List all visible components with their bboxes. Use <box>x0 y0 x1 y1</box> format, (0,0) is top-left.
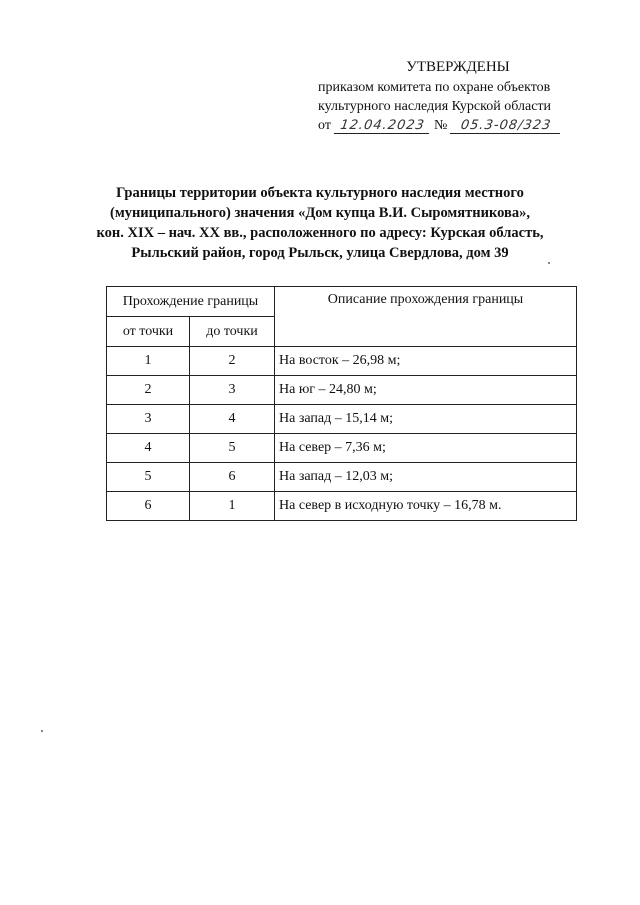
title-line-3: кон. XIX – нач. XX вв., расположенного по адресу: Курская область, <box>96 225 544 241</box>
table-row <box>107 347 577 376</box>
header-from-point: от точки <box>107 317 190 347</box>
cell-description: На восток – 26,98 м; <box>275 347 577 376</box>
approval-heading: УТВЕРЖДЕНЫ <box>406 59 510 75</box>
cell-to: 3 <box>190 376 275 405</box>
table-row <box>107 463 577 492</box>
approval-block <box>318 58 588 135</box>
cell-description: На юг – 24,80 м; <box>275 376 577 405</box>
cell-to: 5 <box>190 434 275 463</box>
scan-speck <box>548 262 550 264</box>
handwritten-date: 12.04.2023 <box>334 118 431 134</box>
approval-line-2: культурного наследия Курской области <box>318 99 552 114</box>
cell-to: 2 <box>190 347 275 376</box>
cell-description: На север – 7,36 м; <box>275 434 577 463</box>
scan-speck <box>41 730 43 732</box>
cell-from: 2 <box>107 376 190 405</box>
handwritten-number: 05.3-08/323 <box>450 118 562 134</box>
header-description: Описание прохождения границы <box>275 287 577 347</box>
cell-from: 4 <box>107 434 190 463</box>
table-header-row <box>107 287 577 317</box>
cell-from: 1 <box>107 347 190 376</box>
from-label: от <box>318 118 331 133</box>
approval-line-1: приказом комитета по охране объектов <box>318 80 551 95</box>
cell-from: 3 <box>107 405 190 434</box>
cell-description: На север в исходную точку – 16,78 м. <box>275 492 577 521</box>
cell-to: 4 <box>190 405 275 434</box>
cell-from: 5 <box>107 463 190 492</box>
cell-description: На запад – 12,03 м; <box>275 463 577 492</box>
table-row <box>107 434 577 463</box>
title-line-1: Границы территории объекта культурного наследия местного <box>116 185 524 201</box>
cell-from: 6 <box>107 492 190 521</box>
number-label: № <box>433 118 448 133</box>
table-row <box>107 405 577 434</box>
title-line-2: (муниципального) значения «Дом купца В.И. Сыромятникова», <box>110 205 530 221</box>
header-to-point: до точки <box>190 317 275 347</box>
cell-to: 6 <box>190 463 275 492</box>
boundary-table <box>106 286 577 521</box>
header-boundary-passage: Прохождение границы <box>107 287 275 317</box>
title-line-4: Рыльский район, город Рыльск, улица Свердлова, дом 39 <box>131 245 509 261</box>
cell-description: На запад – 15,14 м; <box>275 405 577 434</box>
cell-to: 1 <box>190 492 275 521</box>
document-title <box>70 183 570 263</box>
table-row <box>107 376 577 405</box>
table-row <box>107 492 577 521</box>
approval-date-line <box>318 116 588 135</box>
